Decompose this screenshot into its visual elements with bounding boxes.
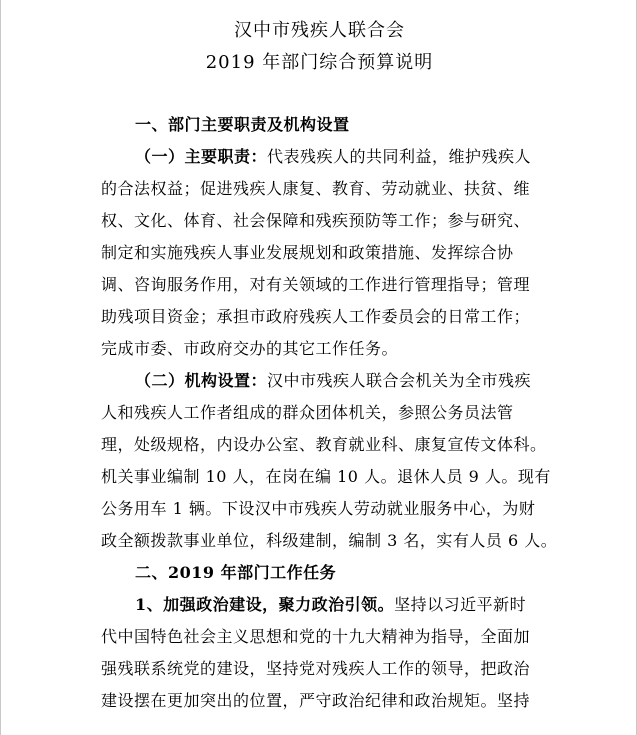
section1-p1-line: 权、文化、体育、社会保障和残疾预防等工作；参与研究、 [101, 211, 531, 230]
section2-heading: 二、2019 年部门工作任务 [135, 563, 337, 582]
section1-p1-line: 完成市委、市政府交办的其它工作任务。 [101, 339, 399, 358]
section1-heading: 一、部门主要职责及机构设置 [135, 115, 350, 134]
section1-p2-line: 人和残疾人工作者组成的群众团体机关，参照公务员法管 [101, 403, 514, 422]
section1-p1-label: （一）主要职责： [135, 147, 268, 166]
section1-p2-label: （二）机构设置： [135, 371, 268, 390]
section1-p1-line: 助残项目资金；承担市政府残疾人工作委员会的日常工作； [101, 307, 531, 326]
paragraph-line [135, 144, 531, 167]
section1-p1-line: 调、咨询服务作用，对有关领域的工作进行管理指导；管理 [101, 275, 531, 294]
section2-p1-label: 1、加强政治建设，聚力政治引领。 [135, 595, 395, 614]
document-title-org: 汉中市残疾人联合会 [234, 20, 405, 41]
section2-p1-line: 建设摆在更加突出的位置，严守政治纪律和政治规矩。坚持 [101, 691, 531, 710]
section1-p2-line: 公务用车 1 辆。下设汉中市残疾人劳动就业服务中心，为财 [101, 499, 536, 518]
section1-p1-line: 的合法权益；促进残疾人康复、教育、劳动就业、扶贫、维 [101, 179, 531, 198]
document-title-main: 2019 年部门综合预算说明 [205, 52, 434, 73]
section1-p2-line: 机关事业编制 10 人，在岗在编 10 人。退休人员 9 人。现有 [101, 467, 551, 486]
section2-p1-line: 代中国特色社会主义思想和党的十九大精神为指导，全面加 [101, 627, 531, 646]
section2-p1-line: 强残联系统党的建设，坚持党对残疾人工作的领导，把政治 [101, 659, 531, 678]
section1-p2-line: 理，处级规格，内设办公室、教育就业科、康复宣传文体科。 [101, 435, 547, 454]
section2-p1-line: 坚持以习近平新时 [394, 595, 527, 614]
paragraph-line [135, 368, 531, 391]
section1-p2-line: 政全额拨款事业单位，科级建制，编制 3 名，实有人员 6 人。 [101, 531, 558, 550]
section1-p1-line: 制定和实施残疾人事业发展规划和政策措施、发挥综合协 [101, 243, 514, 262]
paragraph-line [135, 592, 526, 615]
section1-p1-line: 代表残疾人的共同利益，维护残疾人 [267, 147, 532, 166]
section1-p2-line: 汉中市残疾人联合会机关为全市残疾 [267, 371, 532, 390]
